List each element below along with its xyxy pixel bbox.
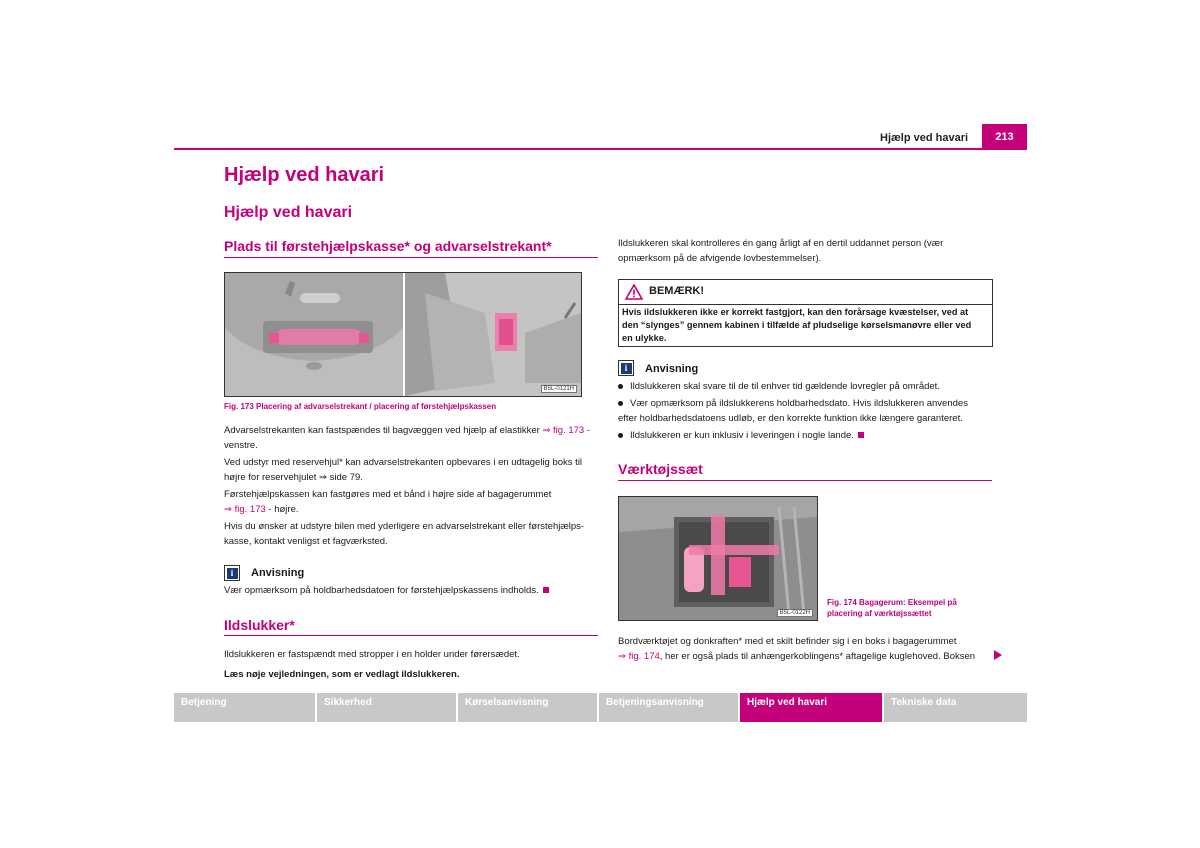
bullet-icon <box>618 384 623 389</box>
header-rule <box>174 148 1027 150</box>
info-icon: i <box>618 360 634 376</box>
nav-tab-sikkerhed[interactable]: Sikkerhed <box>317 693 456 722</box>
nav-tab-betjening[interactable]: Betjening <box>174 693 315 722</box>
text: Ildslukkeren er kun inklusiv i leveringen i nogle lande. <box>630 430 854 441</box>
bullet-item <box>618 428 1008 443</box>
side-link: højre for reservehjulet ⇒ side 79. <box>224 472 363 483</box>
text: Hvis du ønsker at udstyre bilen med yderligere en advarselstrekant eller førstehjælps- <box>224 521 585 532</box>
heading-rule <box>224 635 598 636</box>
figure-173-code: B5L-0121H <box>541 385 577 393</box>
page-number: 213 <box>982 124 1027 150</box>
bullet-item <box>618 396 1008 426</box>
nav-tab-betjeningsanvisning[interactable]: Betjeningsanvisning <box>599 693 738 722</box>
figure-173-illustration <box>225 273 581 396</box>
note-title: Anvisning <box>645 363 699 375</box>
warning-box <box>618 279 993 347</box>
text: - højre. <box>265 504 299 515</box>
bullet-icon <box>618 433 623 438</box>
text: en ulykke. <box>622 333 667 343</box>
text: - <box>584 425 591 436</box>
extinguisher-instruction: Læs nøje vejledningen, som er vedlagt ildslukkeren. <box>224 669 460 680</box>
chapter-title: Hjælp ved havari <box>224 164 385 186</box>
heading-rule <box>224 257 598 258</box>
section-title: Hjælp ved havari <box>224 204 353 221</box>
text: venstre. <box>224 440 258 451</box>
note-title: Anvisning <box>251 567 305 579</box>
heading-rule <box>618 480 992 481</box>
bullet-item <box>618 379 1008 394</box>
bullet-icon <box>618 401 623 406</box>
warning-text <box>622 306 971 345</box>
paragraph-first-aid-kit <box>224 487 604 517</box>
nav-tab-hjaelp-ved-havari[interactable]: Hjælp ved havari <box>740 693 882 722</box>
nav-tab-korselsanvisning[interactable]: Kørselsanvisning <box>458 693 597 722</box>
figure-174-caption <box>827 597 957 619</box>
continue-arrow-icon[interactable] <box>993 650 1003 660</box>
figure-174 <box>618 496 818 621</box>
text: Advarselstrekanten kan fastspændes til bagvæggen ved hjælp af elastikker <box>224 425 543 436</box>
figure-173 <box>224 272 582 397</box>
heading-first-aid: Plads til førstehjælpskasse* og advarselstrekant* <box>224 238 552 254</box>
text: placering af værktøjssættet <box>827 609 932 618</box>
figure-174-link[interactable]: ⇒ fig. 174 <box>618 651 660 662</box>
info-icon: i <box>224 565 240 581</box>
text: opmærksom på de afvigende lovbestemmelser). <box>618 253 822 264</box>
text: Ved udstyr med reservehjul* kan advarselstrekanten opbevares i en udtagelig boks til <box>224 457 583 468</box>
text: kasse, kontakt venligst et fagværksted. <box>224 536 388 547</box>
figure-174-illustration <box>619 497 817 620</box>
paragraph-inspection <box>618 236 998 266</box>
paragraph-spare-wheel <box>224 455 604 485</box>
text: Bordværktøjet og donkraften* med et skilt befinder sig i en boks i bagagerummet <box>618 636 957 647</box>
text: Ildslukkeren skal svare til de til enhver tid gældende lovregler på området. <box>630 381 940 392</box>
extinguisher-text: Ildslukkeren er fastspændt med stropper i en holder under førersædet. <box>224 649 520 660</box>
text: Ildslukkeren skal kontrolleres én gang årligt af en dertil uddannet person (vær <box>618 238 944 249</box>
end-square-icon <box>543 587 549 593</box>
note-bullets <box>618 379 1008 443</box>
text: den “slynges” gennem kabinen i tilfælde af pludselige kørselsmanøvre eller ved <box>622 320 972 330</box>
text: Hvis ildslukkeren ikke er korrekt fastgjort, kan den forårsage kvæstelser, ved at <box>622 307 969 317</box>
text: Vær opmærksom på ildslukkerens holdbarhedsdato. Hvis ildslukkeren anvendes <box>630 398 968 409</box>
note-text <box>224 583 604 598</box>
text: Fig. 174 Bagagerum: Eksempel på <box>827 598 957 607</box>
end-square-icon <box>858 432 864 438</box>
text: efter holdbarhedsdatoens udløb, er den korrekte funktion ikke længere garanteret. <box>618 413 963 424</box>
text: Førstehjælpskassen kan fastgøres med et bånd i højre side af bagagerummet <box>224 489 552 500</box>
nav-tab-tekniske-data[interactable]: Tekniske data <box>884 693 1027 722</box>
figure-174-code: B5L-0122H <box>777 609 813 617</box>
warning-header <box>619 280 992 305</box>
figure-173-caption: Fig. 173 Placering af advarselstrekant / placering af førstehjælpskassen <box>224 402 497 411</box>
figure-173-link[interactable]: ⇒ fig. 173 <box>224 504 266 515</box>
running-header-title: Hjælp ved havari <box>880 132 969 144</box>
warning-triangle-icon <box>625 284 643 300</box>
paragraph-extra-equipment <box>224 519 604 549</box>
text: , her er også plads til anhængerkoblingens* aftagelige kuglehoved. Boksen <box>659 651 976 662</box>
paragraph-tools <box>618 634 1008 664</box>
heading-extinguisher: Ildslukker* <box>224 617 295 633</box>
text: Vær opmærksom på holdbarhedsdatoen for førstehjælpskassens indholds. <box>224 585 539 596</box>
heading-tools: Værktøjssæt <box>618 461 703 477</box>
warning-title: BEMÆRK! <box>649 285 704 297</box>
figure-173-link[interactable]: ⇒ fig. 173 <box>542 425 585 436</box>
paragraph-triangle <box>224 423 604 453</box>
